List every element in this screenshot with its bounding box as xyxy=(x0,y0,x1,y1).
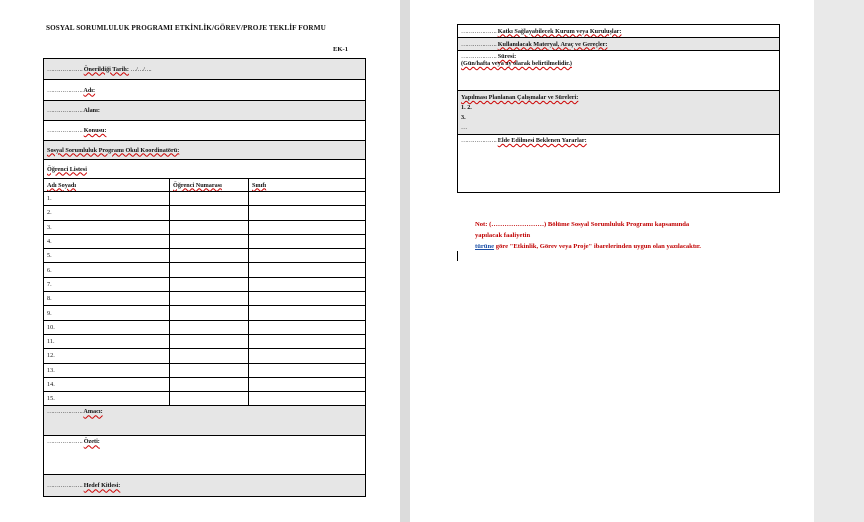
dots: ………………. xyxy=(47,86,83,94)
student-row xyxy=(44,263,366,277)
outcomes-label: Elde Edilmesi Beklenen Yararlar: xyxy=(497,137,587,144)
student-row-number[interactable]: 12. xyxy=(44,349,170,363)
student-row xyxy=(44,206,366,220)
student-class-cell[interactable] xyxy=(249,206,366,220)
row-materials xyxy=(458,38,780,51)
student-row xyxy=(44,334,366,348)
target-audience-label: Hedef Kitlesi: xyxy=(83,482,121,490)
row-summary xyxy=(44,436,366,475)
student-row-number[interactable]: 10. xyxy=(44,320,170,334)
student-row xyxy=(44,306,366,320)
footnote-line-3 xyxy=(475,241,775,252)
right-scroll-area xyxy=(814,0,864,522)
footnote-line-3-text: göre "Etkinlik, Görev veya Proje" ibarelerinden uygun olan yazılacaktır. xyxy=(494,243,701,250)
student-row-number[interactable]: 6. xyxy=(44,263,170,277)
student-class-cell[interactable] xyxy=(249,363,366,377)
dots: ………………. xyxy=(461,40,497,48)
footnote-line-1: Not: (……………………) Bölüme Sosyal Sorumluluk Programı kapsamında xyxy=(475,221,690,228)
student-number-cell[interactable] xyxy=(170,363,249,377)
student-class-cell[interactable] xyxy=(249,320,366,334)
student-row xyxy=(44,249,366,263)
student-row xyxy=(44,320,366,334)
row-activities xyxy=(458,91,780,135)
summary-label: Özeti: xyxy=(83,438,100,446)
student-number-cell[interactable] xyxy=(170,292,249,306)
student-row-number[interactable]: 1. xyxy=(44,192,170,206)
student-class-cell[interactable] xyxy=(249,192,366,206)
student-number-cell[interactable] xyxy=(170,206,249,220)
student-number-cell[interactable] xyxy=(170,349,249,363)
column-header-number: Öğrenci Numarası xyxy=(173,181,222,189)
student-class-cell[interactable] xyxy=(249,220,366,234)
student-row-number[interactable]: 7. xyxy=(44,277,170,291)
student-row-number[interactable]: 8. xyxy=(44,292,170,306)
student-number-cell[interactable] xyxy=(170,220,249,234)
footnote xyxy=(475,219,775,252)
student-number-cell[interactable] xyxy=(170,277,249,291)
student-class-cell[interactable] xyxy=(249,349,366,363)
column-header-name: Adı Soyadı xyxy=(47,181,77,189)
page-gap xyxy=(400,0,410,522)
student-row xyxy=(44,377,366,391)
dots: ………………. xyxy=(47,65,83,73)
student-row xyxy=(44,234,366,248)
student-class-cell[interactable] xyxy=(249,392,366,406)
student-row-number[interactable]: 5. xyxy=(44,249,170,263)
student-row-number[interactable]: 4. xyxy=(44,234,170,248)
student-number-cell[interactable] xyxy=(170,306,249,320)
student-row-number[interactable]: 9. xyxy=(44,306,170,320)
student-class-cell[interactable] xyxy=(249,249,366,263)
row-field xyxy=(44,101,366,121)
footnote-spellcheck-word: türüne xyxy=(475,243,495,250)
activity-line: 3. xyxy=(461,114,466,121)
student-number-cell[interactable] xyxy=(170,334,249,348)
student-row-number[interactable]: 13. xyxy=(44,363,170,377)
activities-label: Yapılması Planlanan Çalışmalar ve Süreleri: xyxy=(461,94,579,101)
activity-line: … xyxy=(461,124,468,131)
row-duration xyxy=(458,51,780,91)
row-column-headers xyxy=(44,179,366,192)
materials-label: Kullanılacak Materyal, Araç ve Gereçler: xyxy=(497,40,608,48)
field-label: Alanı: xyxy=(83,107,100,114)
student-number-cell[interactable] xyxy=(170,320,249,334)
student-number-cell[interactable] xyxy=(170,234,249,248)
student-class-cell[interactable] xyxy=(249,306,366,320)
partners-label: Katkı Sağlayabilecek Kurum veya Kuruluşlar: xyxy=(497,27,622,35)
row-student-list xyxy=(44,160,366,179)
topic-label: Konusu: xyxy=(83,127,107,134)
student-number-cell[interactable] xyxy=(170,192,249,206)
dots: ………………. xyxy=(461,27,497,35)
student-list-label: Öğrenci Listesi xyxy=(47,165,87,173)
proposal-form-table xyxy=(43,58,366,497)
student-number-cell[interactable] xyxy=(170,249,249,263)
name-label: Adı: xyxy=(83,86,96,94)
student-row-number[interactable]: 14. xyxy=(44,377,170,391)
dots: ………………. xyxy=(47,482,83,490)
student-row xyxy=(44,220,366,234)
student-number-cell[interactable] xyxy=(170,263,249,277)
student-row-number[interactable]: 3. xyxy=(44,220,170,234)
dots: ………………. xyxy=(461,53,497,60)
student-class-cell[interactable] xyxy=(249,292,366,306)
activity-line: 1. 2. xyxy=(461,104,472,111)
coordinator-label: Sosyal Sorumluluk Programı Okul Koordinatörü: xyxy=(47,146,180,154)
duration-label: Süresi: xyxy=(497,53,517,60)
row-topic xyxy=(44,121,366,141)
student-row-number[interactable]: 11. xyxy=(44,334,170,348)
dots: ………………. xyxy=(47,438,83,446)
student-number-cell[interactable] xyxy=(170,392,249,406)
row-coordinator xyxy=(44,141,366,160)
student-row-number[interactable]: 2. xyxy=(44,206,170,220)
row-partners xyxy=(458,25,780,38)
row-proposal-date xyxy=(44,59,366,80)
proposal-date-value[interactable]: …/…/…. xyxy=(130,65,152,73)
annex-label: EK-1 xyxy=(333,46,349,53)
purpose-label: Amacı: xyxy=(83,408,103,416)
dots: ………………. xyxy=(461,137,497,144)
dots: ………………. xyxy=(47,127,83,134)
student-class-cell[interactable] xyxy=(249,234,366,248)
student-row xyxy=(44,192,366,206)
row-target xyxy=(44,475,366,497)
proposal-form-table-continued xyxy=(457,24,780,193)
student-row xyxy=(44,349,366,363)
form-title: SOSYAL SORUMLULUK PROGRAMI ETKİNLİK/GÖREV/PROJE TEKLİF FORMU xyxy=(46,24,326,32)
duration-hint: (Gün/hafta veya ay olarak belirtilmelidir.) xyxy=(461,60,572,67)
student-class-cell[interactable] xyxy=(249,277,366,291)
dots: ………………. xyxy=(47,107,83,114)
student-class-cell[interactable] xyxy=(249,334,366,348)
row-purpose xyxy=(44,406,366,436)
document-page-1 xyxy=(0,0,400,522)
student-class-cell[interactable] xyxy=(249,377,366,391)
footnote-line-2: yapılacak faaliyetin xyxy=(475,232,531,239)
row-name xyxy=(44,80,366,101)
student-number-cell[interactable] xyxy=(170,377,249,391)
dots: ………………. xyxy=(47,408,83,416)
student-row xyxy=(44,277,366,291)
student-row-number[interactable]: 15. xyxy=(44,392,170,406)
proposal-date-label: Önerildiği Tarih: xyxy=(83,65,129,73)
student-class-cell[interactable] xyxy=(249,263,366,277)
student-row xyxy=(44,392,366,406)
row-outcomes xyxy=(458,135,780,193)
column-header-class: Sınıfı xyxy=(252,181,267,189)
student-row xyxy=(44,292,366,306)
text-cursor xyxy=(457,251,458,261)
student-row xyxy=(44,363,366,377)
